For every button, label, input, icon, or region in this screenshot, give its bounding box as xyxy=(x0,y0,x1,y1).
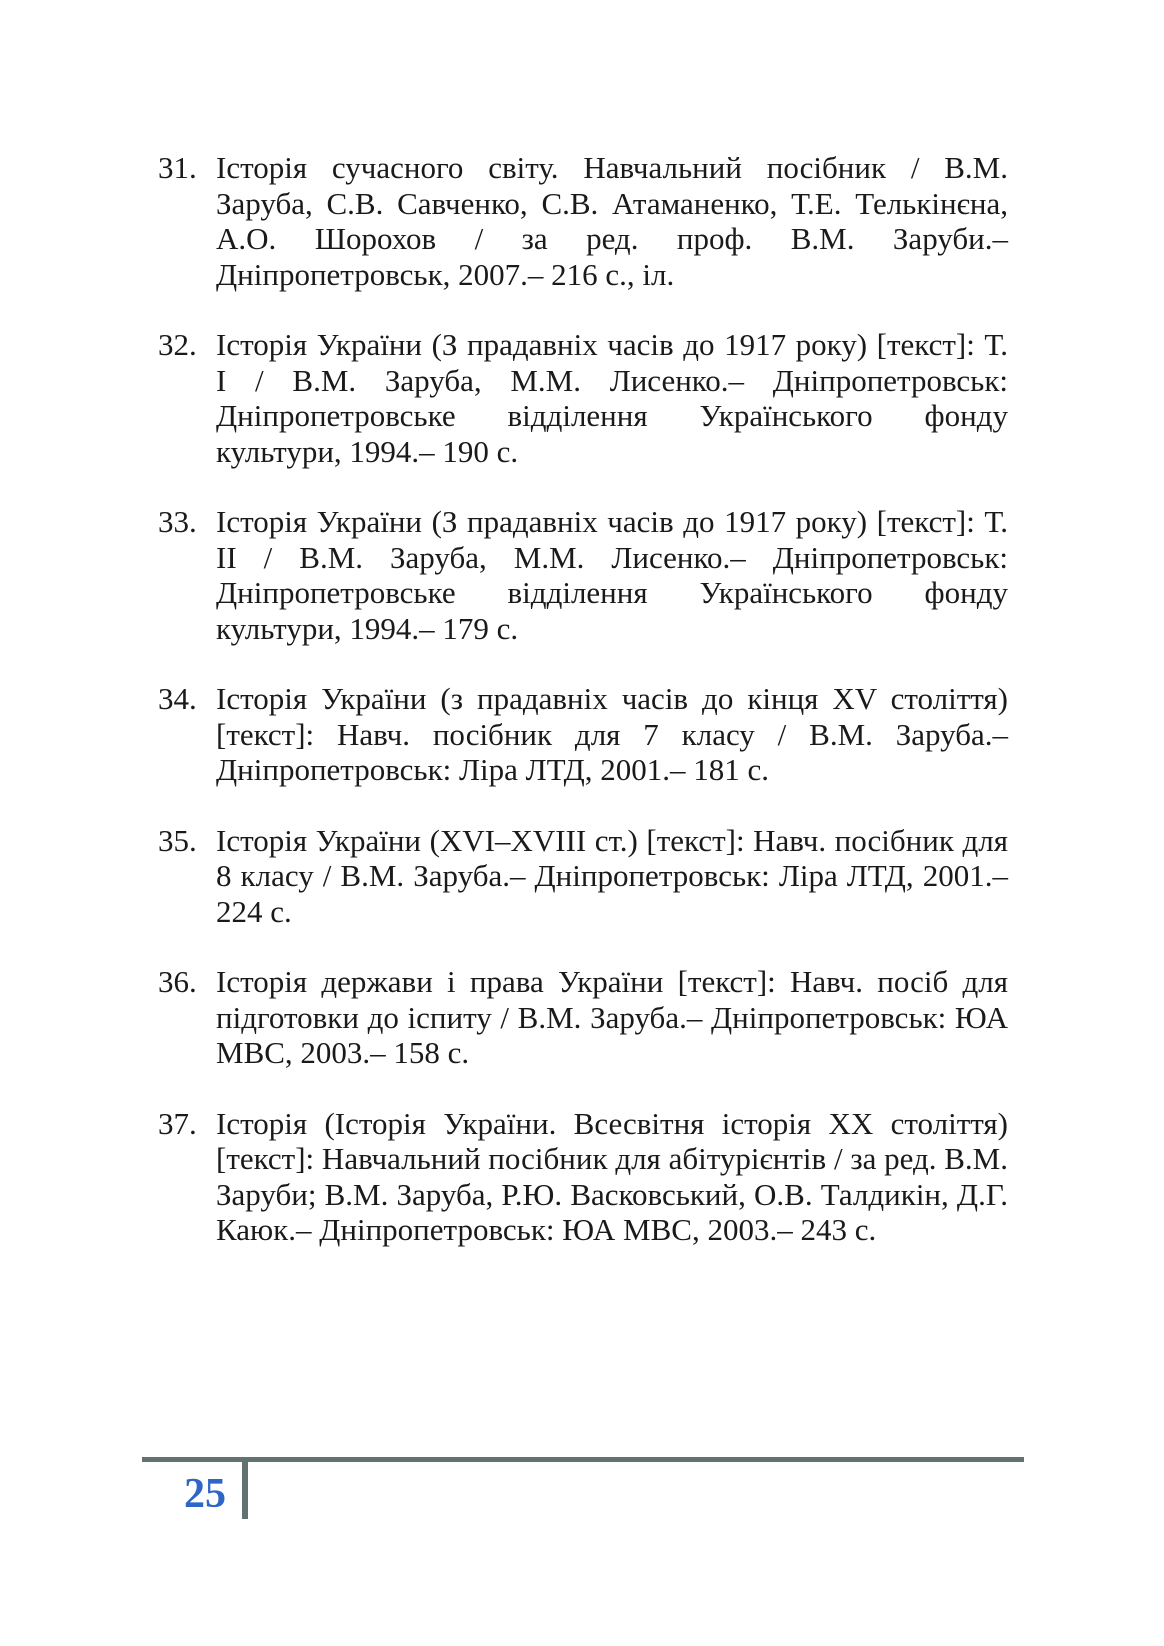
entry-number: 37. xyxy=(158,1105,197,1141)
bibliography-entry-33 xyxy=(158,504,1008,646)
entry-text: Історія (Історія України. Всесвітня історія XX століття) [текст]: Навчальний посібник для абітурієнтів / за ред. В.М. Заруби; В.М. Заруба, Р.Ю. Васковський, О.В. Талдикін, Д.Г. Каюк.– Дніпропетровськ: ЮА МВС, 2003.– 243 с. xyxy=(216,1105,1008,1247)
bibliography-entry-34 xyxy=(158,681,1008,788)
entry-text: Історія держави і права України [текст]: Навч. посіб для підготовки до іспиту / В.М. Заруба.– Дніпропетровськ: ЮА МВС, 2003.– 158 с. xyxy=(216,964,1008,1070)
bibliography-entry-31 xyxy=(158,150,1008,292)
entry-number: 33. xyxy=(158,504,197,539)
entry-number: 32. xyxy=(158,327,197,362)
footer-vertical-rule xyxy=(242,1457,248,1519)
entry-number: 34. xyxy=(158,681,197,716)
entry-text: Історія України (XVI–XVIII ст.) [текст]: Навч. посібник для 8 класу / В.М. Заруба.– Дніпропетровськ: Ліра ЛТД, 2001.– 224 с. xyxy=(216,822,1008,929)
page-number: 25 xyxy=(184,1471,226,1517)
bibliography-entry-37 xyxy=(158,1106,1008,1248)
footer-horizontal-rule xyxy=(142,1457,1024,1462)
bibliography-entry-36 xyxy=(158,964,1008,1071)
entry-number: 36. xyxy=(158,964,197,999)
bibliography-entry-35 xyxy=(158,823,1008,930)
bibliography-list xyxy=(158,150,1008,1283)
entry-number: 35. xyxy=(158,822,197,858)
bibliography-entry-32 xyxy=(158,327,1008,469)
entry-text: Історія України (З прадавніх часів до 1917 року) [текст]: Т. II / В.М. Заруба, М.М. Лисенко.– Дніпропетровськ: Дніпропетровське відділення Українського фонду культури, 1994.– 179 с. xyxy=(216,504,1008,646)
entry-text: Історія України (З прадавніх часів до 1917 року) [текст]: Т. I / В.М. Заруба, М.М. Лисенко.– Дніпропетровськ: Дніпропетровське відділення Українського фонду культури, 1994.– 190 с. xyxy=(216,327,1008,469)
entry-text: Історія сучасного світу. Навчальний посібник / В.М. Заруба, С.В. Савченко, С.В. Атаманенко, Т.Е. Телькінєна, А.О. Шорохов / за ред. проф. В.М. Заруби.– Дніпропетровськ, 2007.– 216 с., іл. xyxy=(216,150,1008,292)
entry-text: Історія України (з прадавніх часів до кінця XV століття) [текст]: Навч. посібник для 7 класу / В.М. Заруба.– Дніпропетровськ: Ліра ЛТД, 2001.– 181 с. xyxy=(216,681,1008,787)
entry-number: 31. xyxy=(158,150,197,185)
